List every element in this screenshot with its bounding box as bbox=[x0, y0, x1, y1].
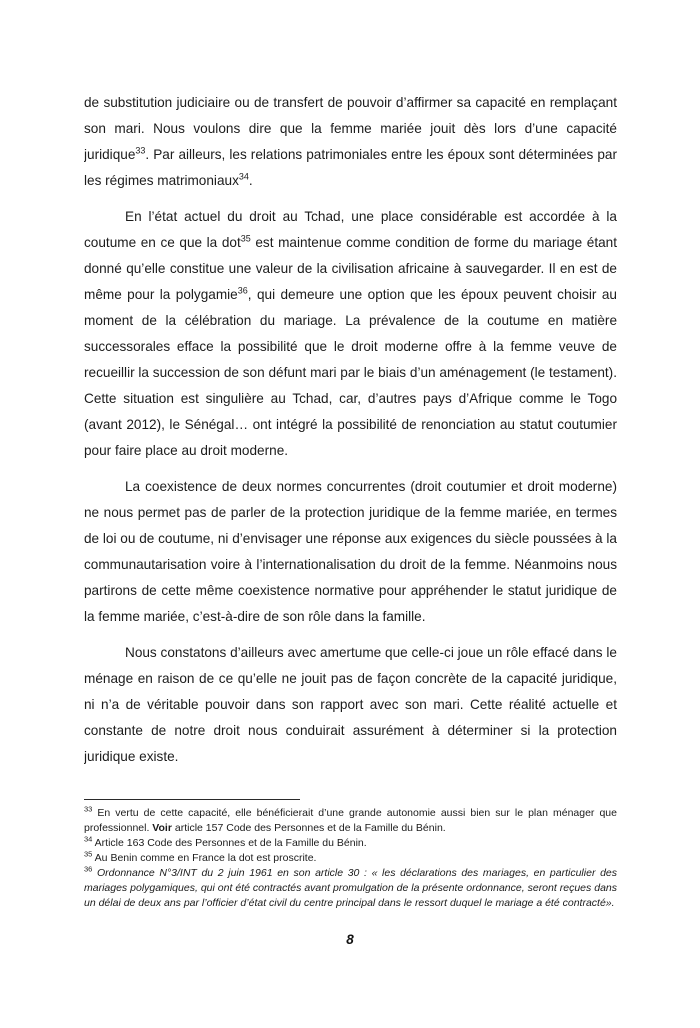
paragraph-2 bbox=[84, 204, 617, 464]
footnote-ref: 34 bbox=[84, 834, 93, 844]
footnote-ref: 36 bbox=[237, 285, 248, 296]
footnote-ref: 35 bbox=[84, 849, 93, 859]
text-run: . Par ailleurs, les relations patrimoniales entre les époux sont déterminées par les régimes matrimoniaux bbox=[84, 147, 617, 188]
body-text bbox=[84, 90, 617, 798]
text-run: Nous constatons d’ailleurs avec amertume que celle-ci joue un rôle effacé dans le ménage en raison de ce qu’elle ne jouit pas de façon concrète de la capacité juridique, ni n’a de véritable pouvoir dans son rapport avec son mari. Cette réalité actuelle et constante de notre droit nous conduirait assurément à déterminer si la protection juridique existe. bbox=[84, 645, 617, 764]
paragraph-1 bbox=[84, 90, 617, 194]
footnote-ref: 33 bbox=[135, 145, 146, 156]
text-run: est maintenue comme condition de forme du mariage étant donné qu’elle constitue une valeur de la civilisation africaine à sauvegarder. Il en est de même pour la polygamie bbox=[84, 235, 617, 302]
text-run: Au Benin comme en France la dot est proscrite. bbox=[92, 852, 317, 864]
text-run: La coexistence de deux normes concurrentes (droit coutumier et droit moderne) ne nous permet pas de parler de la protection juridique de la femme mariée, en termes de loi ou de coutume, ni d’envisager une réponse aux exigences du siècle poussées à la communautarisation voire à l’internationalisation du droit de la femme. Néanmoins nous partirons de cette même coexistence normative pour appréhender le statut juridique de la femme mariée, c’est-à-dire de son rôle dans la famille. bbox=[84, 479, 617, 624]
text-run: Article 163 Code des Personnes et de la Famille du Bénin. bbox=[92, 837, 367, 849]
text-run: En l’état actuel du droit au Tchad, une place considérable est accordée à la coutume en ce que la dot bbox=[84, 209, 617, 250]
text-run: Ordonnance N°3/INT du 2 juin 1961 en son article 30 : bbox=[92, 867, 372, 879]
text-run: de substitution judiciaire ou de transfert de pouvoir d’affirmer sa capacité en remplaçant son mari. Nous voulons dire que la femme mariée jouit dès lors d’une capacité juridique bbox=[84, 95, 617, 162]
footnote-ref: 34 bbox=[238, 171, 249, 182]
text-run: « les déclarations des mariages, en particulier des mariages polygamiques, qui ont été contractés avant promulgation de la présente ordonnance, seront reçues dans un délai de deux ans par l’officier d’état civil du centre principal dans le ressort duquel le mariage a été contracté». bbox=[84, 867, 617, 909]
text-run: . bbox=[248, 173, 253, 188]
footnote-separator-line bbox=[84, 799, 300, 800]
text-run: Voir bbox=[152, 822, 172, 834]
footnote-36 bbox=[84, 866, 617, 911]
text-run: , qui demeure une option que les époux peuvent choisir au moment de la célébration du mariage. La prévalence de la coutume en matière successorales efface la possibilité que le droit moderne offre à la femme veuve de recueillir la succession de son défunt mari par le biais d’un aménagement (le testament). Cette situation est singulière au Tchad, car, d’autres pays d’Afrique comme le Togo (avant 2012), le Sénégal… ont intégré la possibilité de renonciation au statut coutumier pour faire place au droit moderne. bbox=[84, 287, 617, 458]
footnote-ref: 35 bbox=[240, 233, 251, 244]
footnote-ref: 36 bbox=[84, 864, 93, 874]
paragraph-4 bbox=[84, 640, 617, 770]
footnote-35 bbox=[84, 851, 617, 866]
footnote-ref: 33 bbox=[84, 804, 93, 814]
text-run: article 157 Code des Personnes et de la Famille du Bénin. bbox=[171, 822, 446, 834]
page-number: 8 bbox=[346, 932, 354, 947]
footnote-33 bbox=[84, 806, 617, 836]
footnotes-section bbox=[84, 799, 617, 911]
footnote-34 bbox=[84, 836, 617, 851]
paragraph-3 bbox=[84, 474, 617, 630]
text-run: En vertu de cette capacité, elle bénéficierait d’une grande autonomie aussi bien sur le plan ménager que professionnel. bbox=[84, 807, 617, 834]
